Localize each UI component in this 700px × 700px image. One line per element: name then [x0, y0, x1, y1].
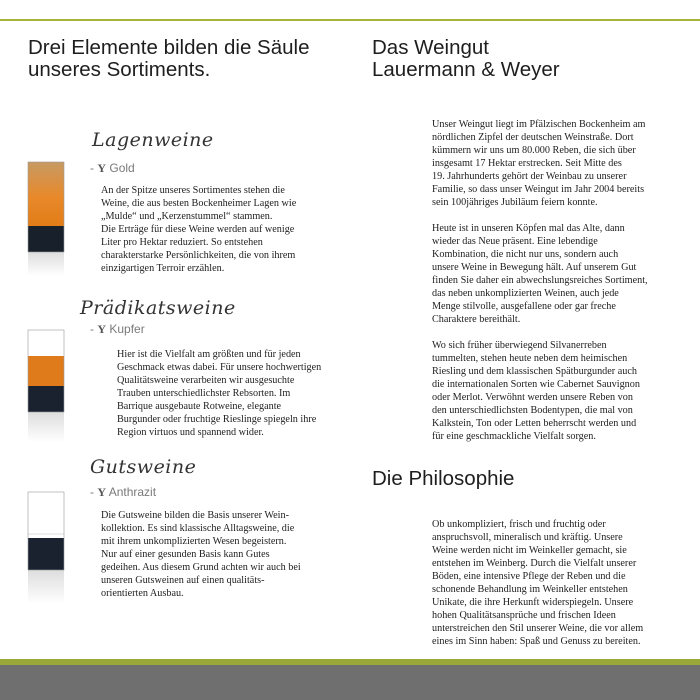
glass-copper-icon — [26, 326, 68, 446]
text-line: Unikate, die ihre Herkunft widerspiegeln. Unsere — [432, 597, 634, 608]
lagenweine-subtitle: - Y Gold — [90, 161, 135, 175]
text-line: anspruchsvoll, mineralisch und kräftig. Unsere — [432, 532, 623, 543]
text-line: einzigartigen Terroir erzählen. — [101, 263, 225, 274]
top-accent-rule — [0, 19, 700, 21]
text-line: mit ihrem unkomplizierten Wesen begeistern. — [101, 536, 287, 547]
text-line: schonende Behandlung im Weinkeller entstehen — [432, 584, 628, 595]
praedikatsweine-subtitle: - Y Kupfer — [90, 322, 145, 336]
text-line: die internationalen Sorten wie Cabernet Sauvignon — [432, 379, 640, 390]
text-line: Nur auf einer gesunden Basis kann Gutes — [101, 549, 270, 560]
gutsweine-description — [101, 509, 301, 600]
text-line: kollektion. Es sind klassische Alltagsweine, die — [101, 523, 295, 534]
praedikatsweine-description — [117, 348, 321, 439]
weingut-heading-line-2: Lauermann & Weyer — [372, 58, 560, 81]
text-line: „Mulde“ und „Kerzenstummel“ stammen. — [101, 211, 273, 222]
text-line: Menge stilvolle, ausgefallene oder gar freche — [432, 301, 616, 312]
text-line: Trauben unterschiedlichster Rebsorten. Im — [117, 388, 291, 399]
wine-glass-y-mark: Y — [97, 161, 107, 175]
text-line: Charaktere bereithält. — [432, 314, 521, 325]
text-line: sein 100jähriges Jubiläum feiern konnte. — [432, 197, 598, 208]
text-line: Region virtuos und spannend wider. — [117, 427, 264, 438]
text-line: nördlichen Zipfel der deutschen Weinstraße. Dort — [432, 132, 634, 143]
text-line: Familie, so dass unser Weingut im Jahr 2004 bereits — [432, 184, 645, 195]
text-line: Böden, eine intensive Pflege der Reben und die — [432, 571, 626, 582]
weingut-paragraph-1 — [432, 118, 645, 209]
text-line: Liter pro Hektar reduziert. So entstehen — [101, 237, 263, 248]
sortiment-heading-line-1: Drei Elemente bilden die Säule — [28, 36, 310, 59]
weingut-heading — [372, 37, 560, 81]
text-line: wieder das Neue präsent. Eine lebendige — [432, 236, 598, 247]
text-line: entstehen im Weinberg. Durch die Vielfalt unserer — [432, 558, 637, 569]
wine-glass-y-mark: Y — [97, 322, 107, 336]
footer-bar — [0, 665, 700, 700]
text-line: Kalkstein, Ton oder Letten beherrscht werden und — [432, 418, 637, 429]
text-line: Riesling und dem klassischen Spätburgunder auch — [432, 366, 637, 377]
text-line: Unser Weingut liegt im Pfälzischen Bockenheim am — [432, 119, 646, 130]
text-line: unseren Gutsweinen auf einen qualitäts- — [101, 575, 265, 586]
text-line: Barrique ausgebaute Rotweine, elegante — [117, 401, 282, 412]
text-line: eines im Sinn haben: Spaß und Genuss zu bereiten. — [432, 636, 641, 647]
text-line: insgesamt 17 Hektar erstrecken. Seit Mitte des — [432, 158, 622, 169]
text-line: Wo sich früher überwiegend Silvanerreben — [432, 340, 607, 351]
text-line: gedeihen. Aus diesem Grund achten wir auch bei — [101, 562, 301, 573]
text-line: tummelten, stehen heute neben dem heimischen — [432, 353, 628, 364]
text-line: für eine geschmackliche Vielfalt sorgen. — [432, 431, 596, 442]
sortiment-heading — [28, 37, 309, 81]
lagenweine-title: Lagenweine — [92, 129, 214, 151]
weingut-paragraph-2 — [432, 222, 648, 326]
text-line: hohen Qualitätsansprüche und frischen Ideen — [432, 610, 616, 621]
text-line: Die Erträge für diese Weine werden auf wenige — [101, 224, 295, 235]
gutsweine-subtitle: - Y Anthrazit — [90, 485, 157, 499]
glass-gold-icon — [26, 158, 68, 278]
gutsweine-title: Gutsweine — [90, 456, 197, 478]
praedikatsweine-color-label: Kupfer — [109, 322, 145, 336]
text-line: orientierten Ausbau. — [101, 588, 184, 599]
text-line: charakterstarke Persönlichkeiten, die von ihrem — [101, 250, 296, 261]
text-line: Hier ist die Vielfalt am größten und für jeden — [117, 349, 301, 360]
text-line: An der Spitze unseres Sortimentes stehen die — [101, 185, 285, 196]
sortiment-heading-line-2: unseres Sortiments. — [28, 58, 211, 81]
praedikatsweine-title: Prädikatsweine — [80, 297, 236, 319]
text-line: finden Sie daher ein abwechslungsreiches Sortiment, — [432, 275, 648, 286]
lagenweine-color-label: Gold — [109, 161, 135, 175]
text-line: kümmern wir uns um 80.000 Reben, die sich über — [432, 145, 636, 156]
text-line: unsere Weine in Bewegung hält. Auf unserem Gut — [432, 262, 637, 273]
text-line: den unterschiedlichsten Bodentypen, die mal von — [432, 405, 633, 416]
text-line: Geschmack etwas dabei. Für unsere hochwertigen — [117, 362, 322, 373]
text-line: das neben unkomplizierten Weinen, auch jede — [432, 288, 619, 299]
text-line: 19. Jahrhunderts gehört der Weinbau zu unserer — [432, 171, 627, 182]
text-line: Weine werden nicht im Weinkeller gemacht, sie — [432, 545, 627, 556]
text-line: Burgunder oder fruchtige Rieslinge spiegeln ihre — [117, 414, 317, 425]
philosophie-heading: Die Philosophie — [372, 467, 515, 490]
philosophie-paragraph — [432, 518, 643, 648]
lagenweine-description — [101, 184, 296, 275]
text-line: Ob unkompliziert, frisch und fruchtig oder — [432, 519, 606, 530]
text-line: Weine, die aus besten Bockenheimer Lagen wie — [101, 198, 297, 209]
text-line: Heute ist in unseren Köpfen mal das Alte, dann — [432, 223, 625, 234]
gutsweine-color-label: Anthrazit — [108, 485, 157, 499]
text-line: Die Gutsweine bilden die Basis unserer Wein- — [101, 510, 289, 521]
text-line: unterstreichen den Stil unserer Weine, die vor allem — [432, 623, 644, 634]
wine-glass-y-mark: Y — [97, 485, 107, 499]
weingut-paragraph-3 — [432, 339, 640, 443]
weingut-heading-line-1: Das Weingut — [372, 36, 489, 59]
text-line: Qualitätsweine verarbeiten wir ausgesuchte — [117, 375, 295, 386]
glass-anthracite-icon — [26, 488, 68, 608]
text-line: oder Merlot. Verwöhnt werden unsere Reben von — [432, 392, 633, 403]
text-line: Kombination, die nicht nur uns, sondern auch — [432, 249, 619, 260]
